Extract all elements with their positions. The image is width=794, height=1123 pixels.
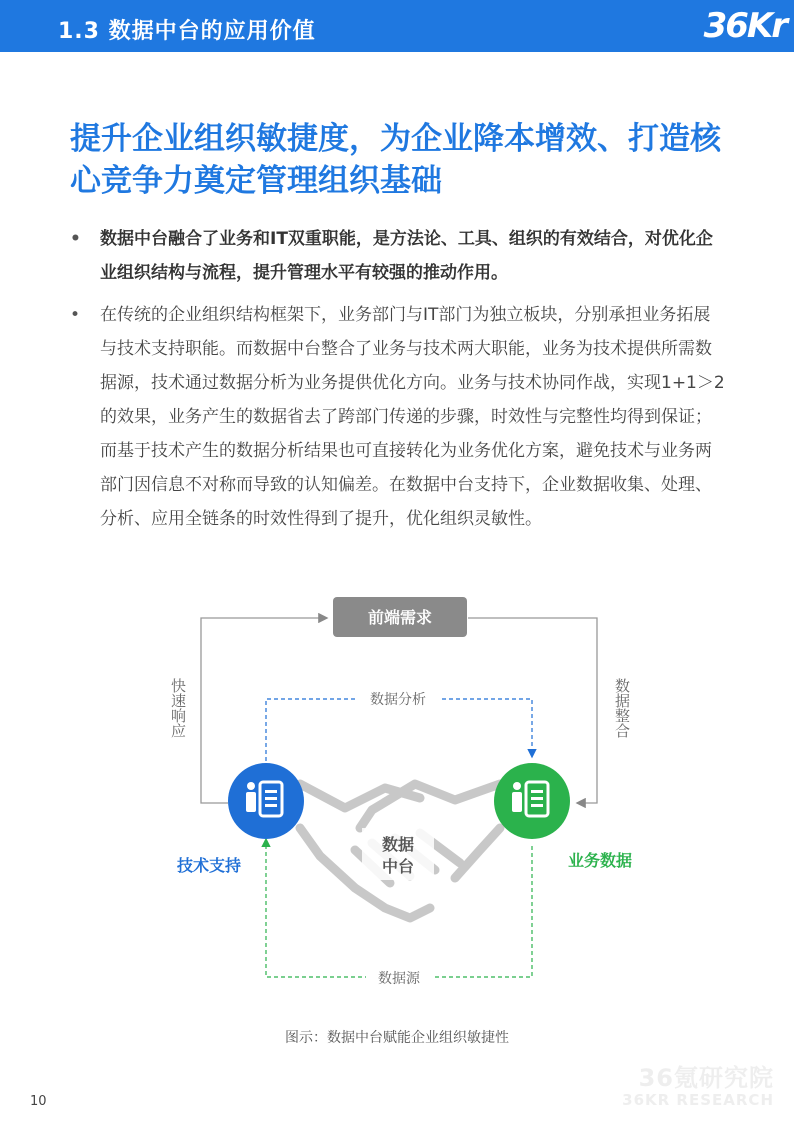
bullet-list bbox=[70, 222, 726, 544]
bullet-dot-icon: • bbox=[70, 229, 81, 249]
36kr-logo: 36Kr bbox=[703, 6, 786, 46]
tech-support-circle bbox=[228, 763, 304, 839]
watermark-line2: 36KR RESEARCH bbox=[622, 1091, 774, 1109]
headline: 提升企业组织敏捷度，为企业降本增效、打造核心竞争力奠定管理组织基础 bbox=[70, 121, 721, 199]
fast-response-label: 快速响应 bbox=[169, 678, 187, 738]
watermark bbox=[622, 1058, 774, 1109]
center-label-line2: 中台 bbox=[381, 857, 415, 876]
bullet-text: 在传统的企业组织结构框架下，业务部门与IT部门为独立板块，分别承担业务拓展与技术支持职能。而数据中台整合了业务与技术两大职能，业务为技术提供所需数据源，技术通过数据分析为业务提供优化方向。业务与技术协同作战，实现1+1＞2的效果，业务产生的数据省去了跨部门传递的步骤，时效性与完整性均得到保证；而基于技术产生的数据分析结果也可直接转化为业务优化方案，避免技术与业务两部门因信息不对称而导致的认知偏差。在数据中台支持下，企业数据收集、处理、分析、应用全链条的时效性得到了提升，优化组织灵敏性。 bbox=[100, 305, 725, 529]
bullet-item bbox=[70, 298, 726, 536]
data-platform-diagram bbox=[0, 588, 794, 1008]
bullet-text: 数据中台融合了业务和IT双重职能，是方法论、工具、组织的有效结合，对优化企业组织结构与流程，提升管理水平有较强的推动作用。 bbox=[100, 229, 713, 283]
bullet-dot-icon: • bbox=[70, 305, 81, 325]
data-integration-label: 数据整合 bbox=[613, 678, 631, 738]
center-label-line1: 数据 bbox=[381, 835, 415, 854]
data-source-label: 数据源 bbox=[378, 971, 420, 987]
front-demand-label: 前端需求 bbox=[367, 608, 433, 627]
tech-support-label: 技术支持 bbox=[176, 856, 242, 875]
header-bar bbox=[0, 0, 794, 52]
section-title: 1.3 数据中台的应用价值 bbox=[58, 19, 316, 44]
business-data-label: 业务数据 bbox=[567, 851, 633, 870]
analysis-dashed-line bbox=[266, 699, 532, 768]
watermark-line1: 36氪研究院 bbox=[638, 1064, 774, 1092]
page-number: 10 bbox=[30, 1094, 47, 1109]
figure-caption: 图示：数据中台赋能企业组织敏捷性 bbox=[285, 1030, 509, 1046]
data-analysis-label: 数据分析 bbox=[370, 692, 426, 708]
bullet-item bbox=[70, 222, 726, 290]
business-data-circle bbox=[494, 763, 570, 839]
